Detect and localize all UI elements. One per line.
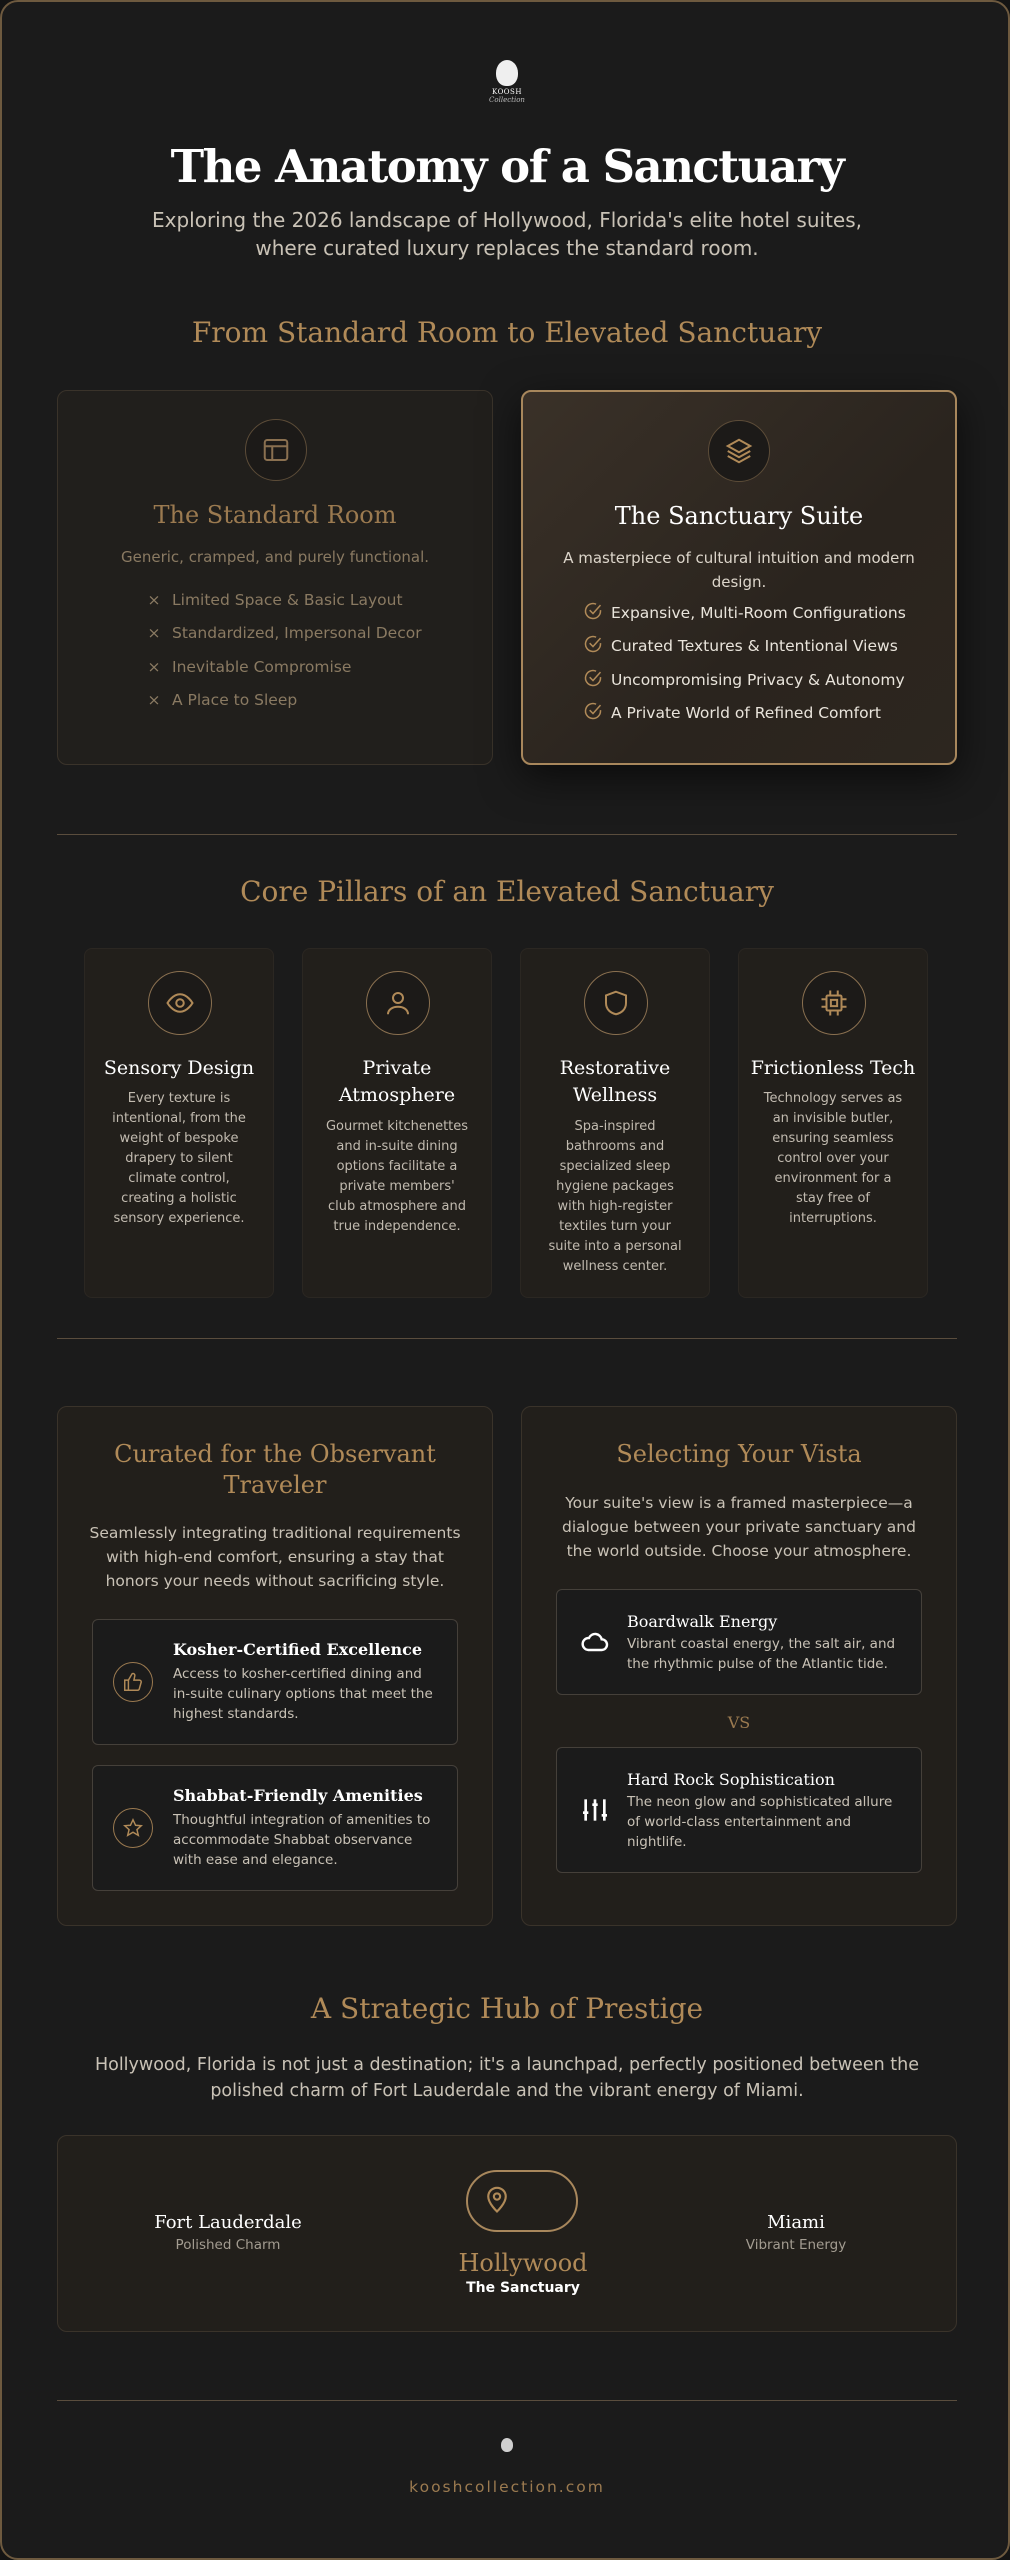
pillars-section-title: Core Pillars of an Elevated Sanctuary	[240, 875, 774, 908]
standard-room-card	[57, 390, 493, 765]
pillar-title: Restorative Wellness	[559, 1057, 671, 1106]
comparison-section-title: From Standard Room to Elevated Sanctuary	[191, 316, 823, 349]
vista-option-hard-rock[interactable]	[556, 1747, 922, 1873]
vs-label: VS	[727, 1713, 751, 1732]
observant-traveler-panel	[57, 1406, 493, 1926]
city-fort-lauderdale	[118, 2212, 338, 2253]
shabbat-title: Shabbat-Friendly Amenities	[173, 1786, 423, 1805]
panel-title: Curated for the Observant Traveler	[114, 1440, 436, 1499]
vista-option-title: Hard Rock Sophistication	[627, 1770, 835, 1789]
website-link[interactable]: kooshcollection.com	[409, 2478, 605, 2496]
x-icon: ×	[147, 624, 161, 643]
layers-icon	[708, 420, 770, 482]
sanctuary-suite-subtitle: A masterpiece of cultural intuition and modern design.	[563, 549, 915, 591]
section-divider	[57, 1338, 957, 1339]
standard-room-subtitle: Generic, cramped, and purely functional.	[120, 548, 430, 566]
list-item: × A Place to Sleep	[142, 684, 422, 718]
vista-option-text: Vibrant coastal energy, the salt air, and the rhythmic pulse of the Atlantic tide.	[627, 1636, 896, 1672]
page-title: The Anatomy of a Sanctuary	[170, 140, 844, 193]
pillar-title: Private Atmosphere	[338, 1057, 456, 1106]
city-tag: Polished Charm	[175, 2237, 281, 2253]
footer-logo-icon	[498, 2438, 516, 2460]
kosher-title: Kosher-Certified Excellence	[173, 1640, 423, 1659]
user-icon	[366, 971, 430, 1035]
shield-icon	[584, 971, 648, 1035]
panel-subtitle: Your suite's view is a framed masterpiece—a dialogue between your private sanctuary and the world outside. Choose your atmosphere.	[562, 1494, 916, 1560]
list-item: Curated Textures & Intentional Views	[581, 630, 906, 664]
pillar-title: Sensory Design	[103, 1057, 255, 1079]
vista-option-boardwalk[interactable]	[556, 1589, 922, 1695]
equalizer-icon	[577, 1792, 613, 1828]
section-divider	[57, 834, 957, 835]
list-item: Expansive, Multi-Room Configurations	[581, 596, 906, 630]
list-item: × Standardized, Impersonal Decor	[142, 617, 422, 651]
logo-script: Collection	[489, 96, 525, 104]
pillar-text: Gourmet kitchenettes and in-suite dining options facilitate a private members' club atmosphere and true independence.	[325, 1119, 469, 1234]
check-circle-icon	[581, 668, 605, 692]
shabbat-text: Thoughtful integration of amenities to accommodate Shabbat observance with ease and elegance.	[173, 1812, 431, 1868]
hub-city-name: Hollywood	[458, 2249, 588, 2277]
logo-mark-icon	[496, 60, 518, 86]
map-pin-icon	[482, 2184, 512, 2218]
pillar-text: Spa-inspired bathrooms and specialized sleep hygiene packages with high-register textiles turn your suite into a personal wellness center.	[548, 1119, 682, 1274]
shabbat-card	[92, 1765, 458, 1891]
brand-logo[interactable]	[477, 60, 537, 120]
star-icon	[113, 1808, 153, 1848]
eye-icon	[148, 971, 212, 1035]
hub-section-title: A Strategic Hub of Prestige	[310, 1992, 704, 2025]
standard-room-list	[142, 583, 422, 717]
panel-subtitle: Seamlessly integrating traditional requirements with high-end comfort, ensuring a stay that honors your needs without sacrificing style.	[89, 1524, 461, 1590]
x-icon: ×	[147, 590, 161, 609]
city-tag: Vibrant Energy	[745, 2237, 847, 2253]
pillar-card-frictionless-tech	[738, 948, 928, 1298]
hub-city-tag: The Sanctuary	[466, 2280, 580, 2296]
city-name: Fort Lauderdale	[154, 2212, 302, 2233]
browser-window-icon	[245, 419, 307, 481]
logo-name: KOOSH	[492, 88, 522, 96]
pillar-card-private-atmosphere	[302, 948, 492, 1298]
pillar-card-sensory-design	[84, 948, 274, 1298]
sanctuary-suite-card	[521, 390, 957, 765]
kosher-card	[92, 1619, 458, 1745]
x-icon: ×	[147, 691, 161, 710]
vista-panel	[521, 1406, 957, 1926]
list-item: A Private World of Refined Comfort	[581, 697, 906, 731]
vista-option-title: Boardwalk Energy	[627, 1612, 778, 1631]
sanctuary-suite-title: The Sanctuary Suite	[614, 502, 864, 530]
list-item: × Inevitable Compromise	[142, 650, 422, 684]
pillar-title: Frictionless Tech	[750, 1057, 916, 1079]
list-item: Uncompromising Privacy & Autonomy	[581, 663, 906, 697]
city-name: Miami	[767, 2212, 825, 2233]
list-item: × Limited Space & Basic Layout	[142, 583, 422, 617]
cloud-icon	[577, 1624, 613, 1660]
kosher-text: Access to kosher-certified dining and in-suite culinary options that meet the highest standards.	[173, 1666, 433, 1722]
pillar-card-restorative-wellness	[520, 948, 710, 1298]
check-circle-icon	[581, 701, 605, 725]
panel-title: Selecting Your Vista	[616, 1440, 862, 1468]
hollywood-pin[interactable]	[466, 2170, 578, 2232]
check-circle-icon	[581, 601, 605, 625]
x-icon: ×	[147, 657, 161, 676]
chip-icon	[802, 971, 866, 1035]
pillar-text: Technology serves as an invisible butler, ensuring seamless control over your environment for a stay free of interruptions.	[763, 1091, 903, 1226]
section-divider	[57, 2400, 957, 2401]
page-subtitle: Exploring the 2026 landscape of Hollywood, Florida's elite hotel suites, where curated luxury replaces the standard room.	[152, 208, 862, 260]
city-miami	[686, 2212, 906, 2253]
hub-subtitle: Hollywood, Florida is not just a destination; it's a launchpad, perfectly positioned between the polished charm of Fort Lauderdale and the vibrant energy of Miami.	[94, 2055, 920, 2101]
sanctuary-suite-list	[581, 596, 906, 730]
pillar-text: Every texture is intentional, from the weight of bespoke drapery to silent climate control, creating a holistic sensory experience.	[112, 1091, 246, 1226]
standard-room-title: The Standard Room	[153, 501, 397, 529]
thumbs-up-icon	[113, 1662, 153, 1702]
hub-location-box	[57, 2135, 957, 2332]
check-circle-icon	[581, 634, 605, 658]
vista-option-text: The neon glow and sophisticated allure of world-class entertainment and nightlife.	[627, 1794, 893, 1850]
